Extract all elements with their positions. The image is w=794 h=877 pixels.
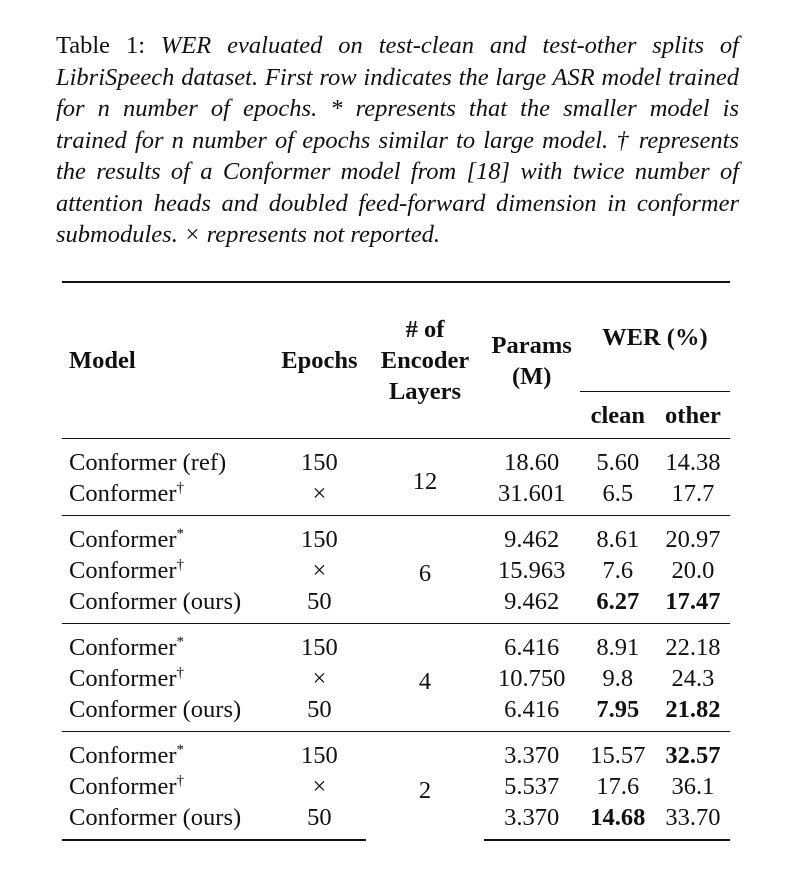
cell-wer-clean: 15.57 [580, 732, 656, 772]
header-layers-line3: Layers [388, 378, 462, 405]
table-body [62, 439, 730, 841]
cell-model [62, 802, 272, 840]
table-caption [56, 30, 739, 251]
cell-epochs: 50 [307, 588, 332, 615]
cell-model [62, 555, 272, 586]
model-name: Conformer (ours) [69, 696, 242, 723]
cell-epochs: 50 [272, 802, 366, 840]
cell-wer-clean: 8.91 [580, 624, 656, 664]
model-name: Conformer [69, 480, 177, 507]
cell-epochs: × [312, 480, 327, 507]
cell-params: 5.537 [504, 773, 560, 800]
header-clean: clean [590, 401, 646, 429]
cell-wer-other: 32.57 [656, 732, 730, 772]
cell-model [62, 478, 272, 516]
cell-params: 10.750 [498, 665, 566, 692]
cell-encoder-layers: 6 [366, 516, 483, 624]
cell-wer-clean: 9.8 [602, 665, 634, 692]
model-footnote-mark: * [176, 634, 184, 650]
cell-wer-other: 21.82 [665, 696, 721, 723]
model-name: Conformer [69, 526, 177, 553]
cell-model [62, 586, 272, 624]
cell-params: 6.416 [484, 624, 580, 664]
table-row [62, 439, 730, 479]
cell-epochs: 50 [307, 696, 332, 723]
table-row [62, 732, 730, 772]
header-epochs: Epochs [272, 282, 366, 439]
model-name: Conformer [69, 634, 177, 661]
model-name: Conformer (ours) [69, 588, 242, 615]
cell-wer-clean: 6.27 [596, 588, 640, 615]
cell-wer-other: 22.18 [656, 624, 730, 664]
header-params-line1: Params [491, 331, 572, 359]
cell-epochs: 150 [272, 439, 366, 479]
cell-params: 18.60 [484, 439, 580, 479]
cell-wer-other: 33.70 [656, 802, 730, 840]
header-layers-line2: Encoder [380, 347, 470, 374]
cell-params: 3.370 [484, 802, 580, 840]
header-encoder-layers [366, 282, 483, 439]
header-params-line2: (M) [511, 362, 552, 390]
cell-model [62, 624, 272, 664]
cell-wer-clean: 17.6 [596, 773, 640, 800]
header-row [62, 282, 730, 392]
cell-epochs: × [312, 665, 327, 692]
cell-wer-clean: 7.95 [596, 696, 640, 723]
table-row [62, 624, 730, 664]
cell-wer-clean: 8.61 [580, 516, 656, 556]
header-wer: WER (%) [580, 282, 730, 392]
cell-model [62, 694, 272, 732]
cell-epochs: 150 [272, 516, 366, 556]
cell-wer-other: 20.97 [656, 516, 730, 556]
model-footnote-mark: † [176, 480, 184, 496]
cell-params: 31.601 [498, 480, 566, 507]
model-footnote-mark: † [176, 773, 184, 789]
cell-params: 9.462 [484, 516, 580, 556]
cell-model [62, 732, 272, 772]
model-footnote-mark: * [176, 742, 184, 758]
cell-encoder-layers: 2 [366, 732, 483, 841]
model-name: Conformer (ref) [69, 449, 227, 476]
model-name: Conformer [69, 773, 177, 800]
caption-label: Table 1: [56, 32, 161, 59]
cell-wer-clean: 6.5 [602, 480, 634, 507]
wer-results-table [62, 281, 730, 841]
cell-wer-clean: 7.6 [602, 557, 634, 584]
cell-model [62, 439, 272, 479]
cell-params: 15.963 [498, 557, 566, 584]
cell-epochs: × [312, 557, 327, 584]
model-footnote-mark: * [176, 526, 184, 542]
header-other: other [665, 401, 721, 429]
model-footnote-mark: † [176, 665, 184, 681]
cell-epochs: 150 [272, 624, 366, 664]
cell-wer-other: 17.47 [665, 588, 721, 615]
model-name: Conformer [69, 742, 177, 769]
cell-encoder-layers: 12 [366, 439, 483, 516]
header-params [484, 282, 580, 439]
cell-model [62, 663, 272, 694]
cell-model [62, 771, 272, 802]
header-model: Model [62, 282, 272, 439]
cell-wer-clean: 14.68 [580, 802, 656, 840]
cell-wer-other: 17.7 [671, 480, 715, 507]
model-footnote-mark: † [176, 557, 184, 573]
cell-wer-other: 24.3 [671, 665, 715, 692]
model-name: Conformer (ours) [69, 804, 242, 831]
cell-encoder-layers: 4 [366, 624, 483, 732]
cell-epochs: 150 [272, 732, 366, 772]
header-layers-line1: # of [405, 316, 445, 343]
cell-params: 9.462 [504, 588, 560, 615]
table-row [62, 516, 730, 556]
cell-wer-clean: 5.60 [580, 439, 656, 479]
model-name: Conformer [69, 557, 177, 584]
model-name: Conformer [69, 665, 177, 692]
cell-params: 3.370 [484, 732, 580, 772]
cell-wer-other: 20.0 [671, 557, 715, 584]
cell-wer-other: 14.38 [656, 439, 730, 479]
cell-params: 6.416 [504, 696, 560, 723]
cell-epochs: × [312, 773, 327, 800]
table-header [62, 282, 730, 439]
cell-wer-other: 36.1 [671, 773, 715, 800]
caption-text: WER evaluated on test-clean and test-other splits of LibriSpeech dataset. First row indicates the large ASR model trained for n number of epochs. * represents that the smaller model is trained for n number of epochs similar to large model. † represents the results of a Conformer model from [18] with twice number of attention heads and doubled feed-forward dimension in conformer submodules. × represents not reported. [56, 32, 739, 248]
cell-model [62, 516, 272, 556]
